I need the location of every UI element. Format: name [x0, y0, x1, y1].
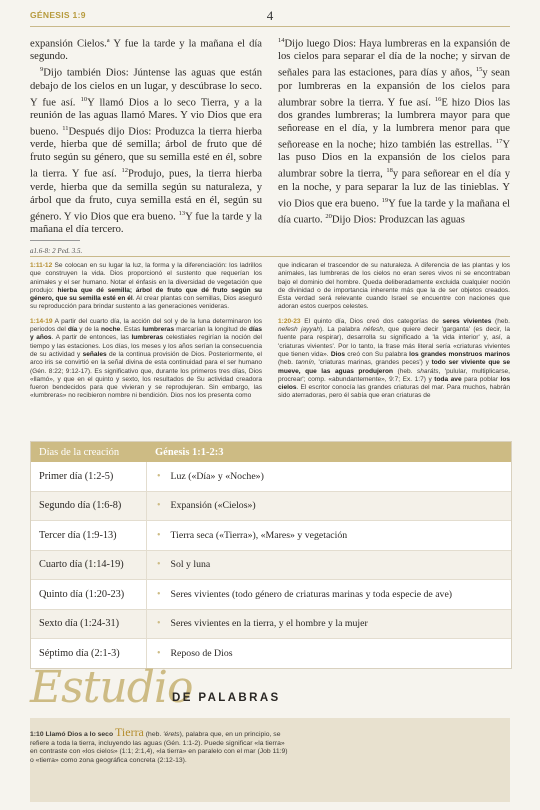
bullet-icon: • [157, 470, 161, 482]
creation-cell [147, 471, 264, 482]
commentary-paragraph: 1:14-19 A partir del cuarto día, la acción del sol y de la luna determinaron los periodos del día y de la noche. Estas lumbreras marcarían la longitud de días y años. A partir de entonces, las lumbreras celestiales regirían la noción del tiempo y las estaciones. Los días, los meses y los años serían la consecuencia de su actividad y señales de la continua provisión de Dios. Posteriormente, el arco iris se convirtió en la señal divina de esta continuidad para el ser humano (Gén. 8:22; 9:12-17). Es significativo que, durante los primeros tres días, Dios «llamó», y que en el quinto y sexto, los resultados de Su actividad creadora fueron bendecidos para que vivieran y se reprodujeran. Sin embargo, las «lumbreras» no recibieron nombre ni bendición. Dios nos los presenta como [30, 317, 263, 400]
commentary-divider [30, 256, 510, 257]
bible-paragraph: expansión Cielos.$^a$ Y fue la tarde y la mañana el día segundo. [30, 37, 263, 63]
footnote: a1.6-8: 2 Ped. 3.5. [30, 247, 83, 255]
creation-text: Seres vivientes (todo género de criaturas marinas y toda especie de ave) [170, 588, 453, 600]
bible-column-right [278, 35, 510, 237]
creation-text: Reposo de Dios [170, 647, 233, 659]
bullet-icon: • [157, 588, 161, 600]
table-row [31, 462, 511, 491]
word-study-title: DE PALABRAS [172, 692, 281, 704]
bible-text [30, 35, 510, 237]
running-header [30, 10, 510, 26]
bullet-icon: • [157, 647, 161, 659]
bullet-icon: • [157, 618, 161, 630]
commentary-column-right [278, 262, 510, 407]
bullet-icon: • [157, 529, 161, 541]
day-cell: Segundo día (1:6-8) [31, 492, 147, 521]
creation-text: Luz («Día» y «Noche») [170, 470, 264, 482]
day-cell: Quinto día (1:20-23) [31, 580, 147, 609]
creation-text: Tierra seca («Tierra»), «Mares» y vegetación [170, 529, 348, 541]
creation-text: Sol y luna [170, 559, 211, 571]
table-row [31, 579, 511, 609]
creation-days-table [30, 441, 512, 669]
chapter-reference: GÉNESIS 1:9 [30, 10, 86, 20]
commentary-paragraph: 1:20-23 El quinto día, Dios creó dos categorías de seres vivientes (heb. nefesh jayyah). La palabra néfesh, que quiere decir 'garganta' (es decir, la fuente para respirar), desarrolla su significado a 'la vida interior' y, así, a 'criaturas vivientes'. Por lo tanto, la frase más literal sería «criaturas vivientes que tienen vida». Dios creó con Su palabra los grandes monstruos marinos (heb. tannín, 'criaturas marinas, grandes peces') y todo ser viviente que se mueve, que las aguas produjeron (heb. sharáts, 'pulular, multiplicarse, procrear'; comp. «abundantemente», 9:7; Ex. 1:7) y toda ave para poblar los cielos. El escritor conocía las grandes criaturas del mar. Para muchos, habrán sido aterradoras, pero él sabía que eran criaturas de [278, 317, 511, 400]
bible-paragraph: $^9$Dijo también Dios: Júntense las aguas que están debajo de los cielos en un lugar, y descúbrase lo seco. Y fue así. $^{10}$Y llamó Dios a lo seco Tierra, y a la reunión de las aguas llamó Mares. Y vio Dios que era bueno. $^{11}$Después dijo Dios: Produzca la tierra hierba verde, hierba que dé semilla; árbol de fruto que dé fruto según su género, que su semilla esté en él, sobre la tierra. Y fue así. $^{12}$Produjo, pues, la tierra hierba verde, hierba que da semilla según su naturaleza, y árbol que da fruto, cuya semilla está en él, según su género. Y vio Dios que era bueno. $^{13}$Y fue la tarde y la mañana el día tercero. [30, 66, 262, 235]
creation-cell [147, 648, 233, 659]
table-row [31, 609, 511, 639]
creation-cell [147, 530, 347, 541]
table-header-days: Días de la creación [39, 446, 120, 458]
table-header-ref: Génesis 1:1-2:3 [155, 446, 224, 458]
word-study-heading [30, 662, 510, 713]
footnote-divider [30, 240, 80, 241]
day-cell: Séptimo día (2:1-3) [31, 639, 147, 668]
day-cell: Tercer día (1:9-13) [31, 521, 147, 550]
creation-cell [147, 559, 210, 570]
bullet-icon: • [157, 500, 161, 512]
header-divider [30, 26, 510, 27]
word-study-text: 1:10 Llamó Dios a lo seco Tierra (heb. 'érets), palabra que, en un principio, se refiere a toda la tierra, incluyendo las aguas (Gén. 1:1-2). Puede significar «la tierra» en contraste con «los cielos» (1:1; 2:1,4), «la tierra» en paralelo con el mar (Job 11:9) o «tierra» como zona geográfica concreta (2:12-13). [30, 725, 288, 764]
bible-paragraph: $^{14}$Dijo luego Dios: Haya lumbreras en la expansión de los cielos para separar el día de la noche; y sirvan de señales para las estaciones, para días y años, $^{15}$y sean por lumbreras en la expansión de los cielos para alumbrar sobre la tierra. Y fue así. $^{16}$E hizo Dios las dos grandes lumbreras; la lumbrera mayor para que señorease en el día, y la lumbrera menor para que señorease en la noche; hizo también las estrellas. $^{17}$Y las puso Dios en la expansión de los cielos para alumbrar sobre la tierra, $^{18}$y para señorear en el día y en la noche, y para separar la luz de las tinieblas. Y vio Dios que era bueno. $^{19}$Y fue la tarde y la mañana el día cuarto. $^{20}$Dijo Dios: Produzcan las aguas [278, 37, 511, 226]
day-cell: Primer día (1:2-5) [31, 462, 147, 491]
table-row [31, 520, 511, 550]
creation-cell [147, 500, 256, 511]
table-row [31, 550, 511, 580]
commentary-paragraph: que indicaran el trascendor de su naturaleza. A diferencia de las plantas y los animales, las lumbreras de los cielos no eran seres vivos ni se encontraban bajo el dominio del hombre. Queda deliberadamente excluida cualquier noción de divinidad o de importancia inherente más que la de ser objetos creados. Esta verdad será relevante cuando Israel se encuentre con naciones que adoran estos cuerpos celestes. [278, 262, 510, 311]
table-header [31, 442, 511, 462]
table-body [31, 462, 511, 668]
word-study-script: Estudio [30, 662, 193, 713]
commentary-column-left [30, 262, 262, 407]
day-cell: Cuarto día (1:14-19) [31, 551, 147, 580]
creation-cell [147, 589, 452, 600]
page-number: 4 [266, 8, 274, 23]
table-row [31, 491, 511, 521]
commentary-paragraph: 1:11-12 Se colocan en su lugar la luz, la forma y la diferenciación: los ladrillos que construyen la vida. Dios proporcionó el sustento que requerían los animales y el ser humano. Notar el énfasis en la diversidad de vegetación que produjo: hierba que dé semilla; árbol de fruto que dé fruto según su género, que su semilla esté en él. Al crear plantas con semillas, Dios aseguró su reproducción para brindar sustento a las generaciones venideras. [30, 262, 262, 311]
creation-text: Expansión («Cielos») [170, 500, 256, 512]
bible-column-left [30, 35, 262, 237]
bullet-icon: • [157, 559, 161, 571]
day-cell: Sexto día (1:24-31) [31, 610, 147, 639]
creation-text: Seres vivientes en la tierra, y el hombre y la mujer [170, 618, 368, 630]
commentary [30, 262, 510, 407]
creation-cell [147, 618, 368, 629]
